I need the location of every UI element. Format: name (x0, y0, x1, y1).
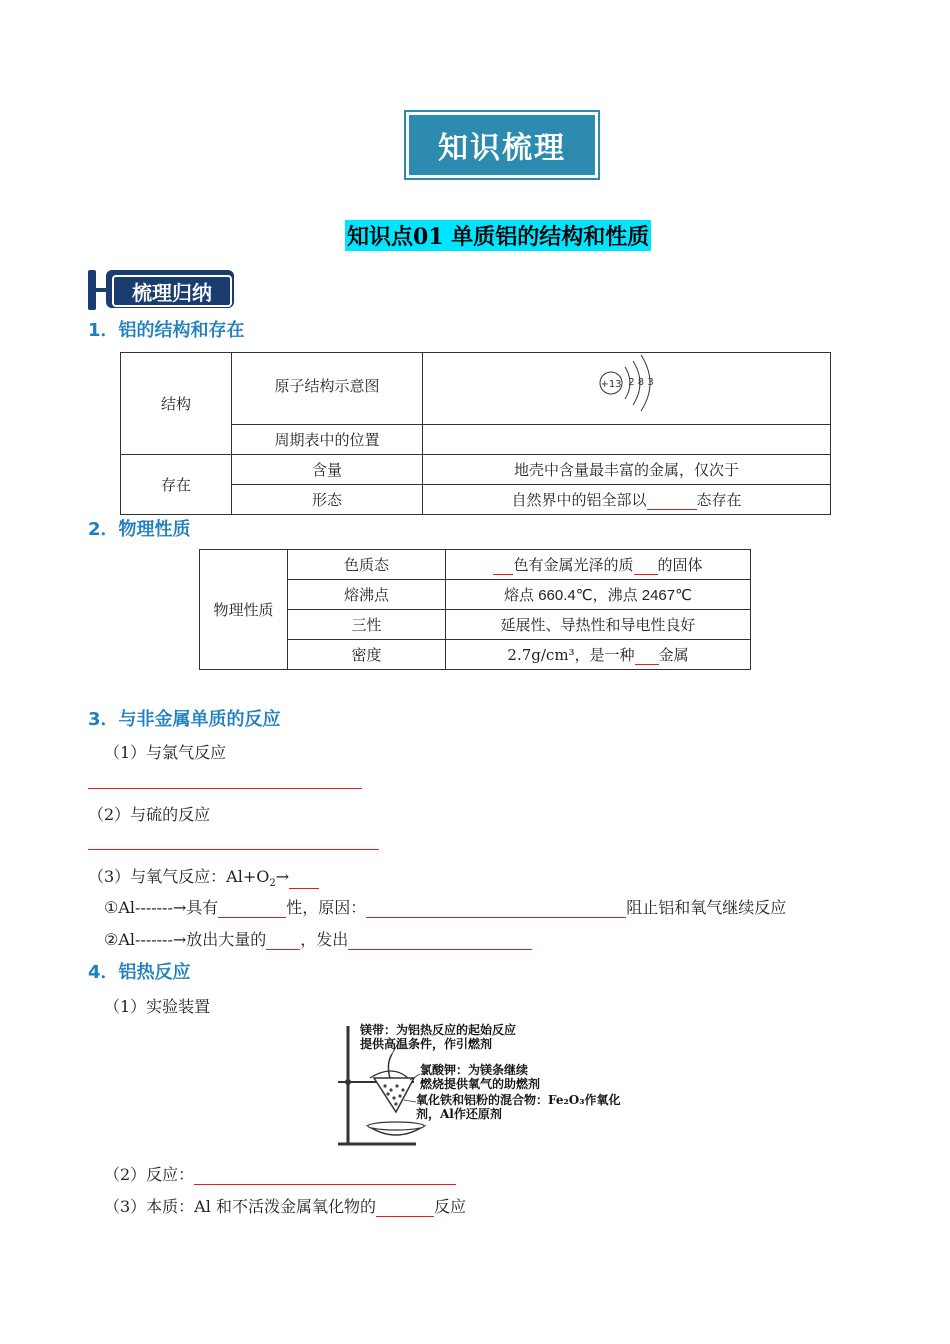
structure-table (120, 352, 831, 515)
section3-heading: 3．与非金属单质的反应 (88, 709, 281, 730)
sub1-blank-reason[interactable] (366, 899, 626, 918)
atom-structure-diagram (595, 351, 685, 423)
content-label: 含量 (232, 455, 423, 485)
essence-pre: （3）本质：Al 和不活泼金属氧化物的 (104, 1197, 376, 1216)
oxygen-reaction-line (88, 864, 319, 889)
density-blank[interactable] (635, 646, 659, 665)
value-melting-boiling: 熔点 660.4℃，沸点 2467℃ (446, 580, 751, 610)
thermite-apparatus-figure (330, 1020, 630, 1150)
knowledge-point-title (345, 220, 651, 250)
density-text-b: 金属 (658, 646, 689, 664)
chlorine-reaction-label: （1）与氯气反应 (104, 743, 227, 762)
atom-diagram-cell (423, 353, 831, 425)
density-text-a: 2.7g/cm³，是一种 (507, 646, 635, 664)
form-value-pre: 自然界中的铝全部以 (511, 491, 647, 509)
sub1-blank-property[interactable] (218, 899, 286, 918)
atom-nucleus: +13 (600, 379, 622, 390)
reaction-blank[interactable] (194, 1166, 456, 1185)
essence-line (104, 1194, 466, 1217)
label-kclo3-2: 燃烧提供氧气的助燃剂 (420, 1077, 541, 1091)
sulfur-reaction-label: （2）与硫的反应 (88, 805, 211, 824)
sub1-pre: ①Al-------→具有 (104, 898, 219, 917)
content-value: 地壳中含量最丰富的金属，仅次于 (423, 455, 831, 485)
sub2-blank-light[interactable] (348, 931, 532, 950)
form-value-post: 态存在 (696, 491, 742, 509)
sulfur-answer-line[interactable] (88, 849, 379, 850)
atom-diagram-label: 原子结构示意图 (232, 353, 423, 425)
value-color-state (446, 550, 751, 580)
oxygen-subscript: 2 (269, 878, 276, 890)
essence-post: 反应 (433, 1197, 466, 1216)
color-state-text-b: 的固体 (657, 556, 703, 574)
sub-reaction-2 (104, 927, 532, 950)
sub2-mid: ，发出 (300, 930, 349, 949)
section2-heading: 2．物理性质 (88, 519, 191, 540)
label-mg-strip-1: 镁带：为铝热反应的起始反应 (360, 1023, 517, 1037)
reaction-label: （2）反应： (104, 1165, 195, 1184)
property-melting-boiling: 熔沸点 (288, 580, 446, 610)
label-mixture-1: 氧化铁和铝粉的混合物：Fe₂O₃作氧化 (416, 1093, 621, 1107)
texture-blank[interactable] (634, 556, 658, 575)
sub-reaction-1 (104, 895, 786, 918)
sub2-pre: ②Al-------→放出大量的 (104, 930, 267, 949)
tag-label: 梳理归纳 (112, 275, 232, 307)
label-mg-strip-2: 提供高温条件，作引燃剂 (360, 1037, 493, 1051)
oxygen-blank[interactable] (289, 872, 319, 889)
sub1-mid: 性，原因： (286, 898, 367, 917)
color-state-text-a: 色有金属光泽的质 (513, 556, 634, 574)
knowledge-point-text: 知识点01 单质铝的结构和性质 (345, 220, 651, 251)
form-value (423, 485, 831, 515)
value-density (446, 640, 751, 670)
physical-properties-label: 物理性质 (200, 550, 288, 670)
banner-title: 知识梳理 (406, 112, 598, 178)
oxygen-reaction-text: （3）与氧气反应：Al+O (88, 867, 270, 886)
reaction-line (104, 1162, 456, 1185)
form-blank[interactable] (647, 491, 697, 510)
color-blank[interactable] (493, 556, 513, 575)
period-position-label: 周期表中的位置 (232, 425, 423, 455)
existence-label: 存在 (121, 455, 232, 515)
period-position-value (423, 425, 831, 455)
oxygen-arrow: → (275, 867, 290, 886)
essence-blank[interactable] (376, 1198, 434, 1217)
summary-tag (88, 268, 238, 312)
sub1-post: 阻止铝和氧气继续反应 (626, 898, 787, 917)
section1-heading: 1．铝的结构和存在 (88, 320, 245, 341)
property-density: 密度 (288, 640, 446, 670)
sub2-blank-heat[interactable] (266, 931, 300, 950)
atom-shells: 2 8 3 (628, 377, 654, 388)
chlorine-answer-line[interactable] (88, 788, 362, 789)
apparatus-label: （1）实验装置 (104, 997, 211, 1016)
label-mixture-2: 剂，Al作还原剂 (416, 1107, 502, 1121)
form-label: 形态 (232, 485, 423, 515)
structure-label: 结构 (121, 353, 232, 455)
section4-heading: 4．铝热反应 (88, 962, 191, 983)
property-three: 三性 (288, 610, 446, 640)
physical-properties-table (199, 549, 751, 670)
value-three: 延展性、导热性和导电性良好 (446, 610, 751, 640)
property-color-state: 色质态 (288, 550, 446, 580)
label-kclo3-1: 氯酸钾：为镁条继续 (420, 1063, 529, 1077)
